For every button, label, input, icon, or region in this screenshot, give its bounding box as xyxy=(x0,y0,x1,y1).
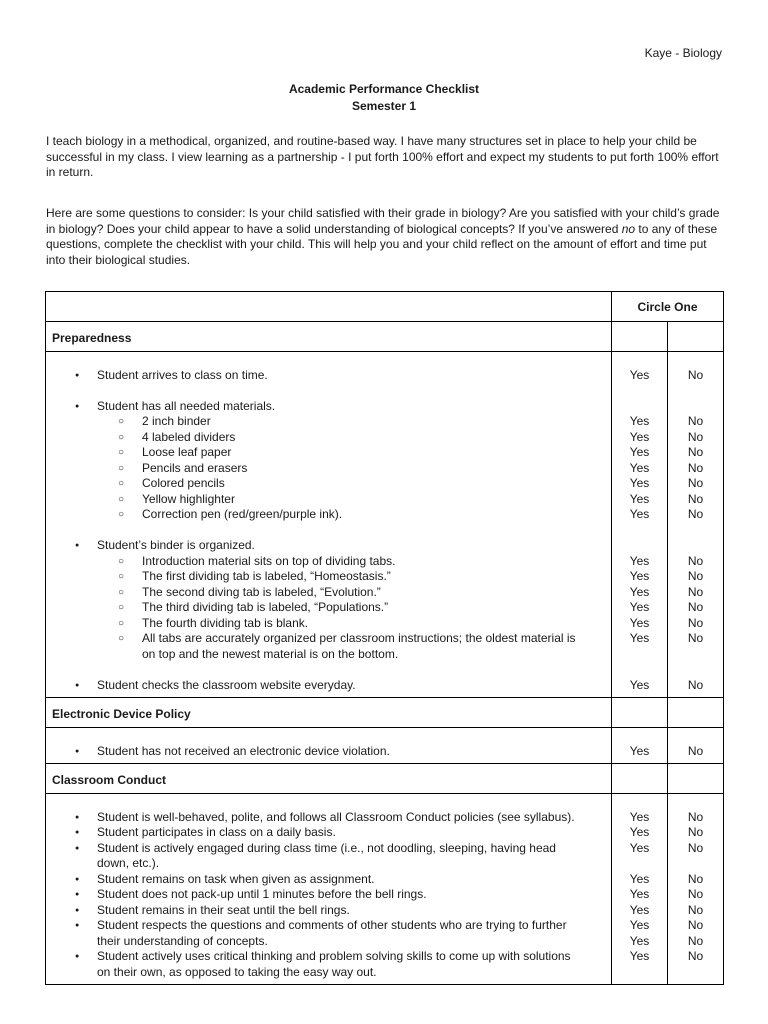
yes-option[interactable]: Yes xyxy=(629,871,650,886)
checklist-item: ● Student is actively engaged during class time (i.e., not doodling, sleeping, having head xyxy=(46,841,611,857)
checklist-subitem: ○ The third dividing tab is labeled, “Populations.” xyxy=(46,600,611,616)
yes-option[interactable]: Yes xyxy=(629,840,650,855)
section-title-no-cell xyxy=(668,698,724,728)
checklist-item: down, etc.). xyxy=(97,856,160,870)
checklist-subitem: ○ Introduction material sits on top of dividing tabs. xyxy=(46,554,611,570)
yes-option[interactable]: Yes xyxy=(629,600,650,614)
spacer xyxy=(46,352,611,368)
yes-option[interactable]: Yes xyxy=(629,553,650,568)
table-header-blank xyxy=(46,292,612,322)
section-title-preparedness: Preparedness xyxy=(46,322,612,352)
empty-slot xyxy=(668,647,723,663)
items-cell xyxy=(46,728,612,764)
checklist-item: on their own, as opposed to taking the easy way out. xyxy=(97,964,377,979)
checklist-subitem: ○ The second diving tab is labeled, “Evolution.” xyxy=(46,585,611,601)
empty-slot xyxy=(612,647,667,663)
intro-paragraph-2 xyxy=(46,206,726,268)
spacer xyxy=(46,523,611,539)
checklist-item: ● Student has not received an electronic device violation. xyxy=(46,744,611,760)
checklist-subitem: ○ Yellow highlighter xyxy=(46,492,611,508)
yes-option[interactable]: Yes xyxy=(629,367,650,382)
empty-slot xyxy=(612,538,667,554)
section-title-row xyxy=(46,322,724,352)
yes-option[interactable]: Yes xyxy=(629,491,650,506)
yes-option[interactable]: Yes xyxy=(629,414,650,428)
empty-slot xyxy=(668,856,723,872)
no-option[interactable]: No xyxy=(687,414,704,428)
no-option[interactable]: No xyxy=(687,949,704,963)
yes-option[interactable]: Yes xyxy=(629,887,650,901)
section-body-row xyxy=(46,794,724,985)
checklist-item: ● Student is well-behaved, polite, and follows all Classroom Conduct policies (see syllabus). xyxy=(46,810,611,826)
items-cell xyxy=(46,352,612,698)
checklist-item: ● Student remains in their seat until the bell rings. xyxy=(46,903,611,919)
yes-option[interactable]: Yes xyxy=(629,949,650,963)
section-title-row xyxy=(46,764,724,794)
spacer xyxy=(668,383,723,399)
spacer xyxy=(612,523,667,539)
yes-option[interactable]: Yes xyxy=(629,825,650,839)
no-option[interactable]: No xyxy=(687,600,704,614)
no-option[interactable]: No xyxy=(687,918,704,932)
header-author: Kaye - Biology xyxy=(644,46,722,60)
yes-option[interactable]: Yes xyxy=(629,677,650,692)
intro-p2-emphasis: no xyxy=(621,221,636,236)
checklist-subitem: ○ The fourth dividing tab is blank. xyxy=(46,616,611,632)
yes-option[interactable]: Yes xyxy=(629,743,650,758)
no-option[interactable]: No xyxy=(687,825,704,839)
yes-option[interactable]: Yes xyxy=(629,569,650,583)
spacer xyxy=(668,728,723,744)
checklist-subitem: on top and the newest material is on the bottom. xyxy=(142,646,399,661)
yes-cell xyxy=(612,352,668,698)
spacer xyxy=(46,728,611,744)
spacer xyxy=(668,794,723,810)
no-option[interactable]: No xyxy=(687,460,704,475)
spacer xyxy=(46,794,611,810)
section-title-yes-cell xyxy=(612,322,668,352)
empty-slot xyxy=(668,538,723,554)
yes-option[interactable]: Yes xyxy=(629,429,650,444)
checklist-subitem: ○ Correction pen (red/green/purple ink). xyxy=(46,507,611,523)
checklist-item: ● Student has all needed materials. xyxy=(46,399,611,415)
table-header-row xyxy=(46,292,724,322)
spacer xyxy=(668,662,723,678)
section-title-row xyxy=(46,698,724,728)
checklist-table xyxy=(45,291,724,985)
checklist-item: ● Student respects the questions and comments of other students who are trying to further xyxy=(46,918,611,934)
spacer xyxy=(612,728,667,744)
checklist-item: ● Student checks the classroom website everyday. xyxy=(46,678,611,694)
section-title-yes-cell xyxy=(612,698,668,728)
empty-slot xyxy=(612,965,667,981)
checklist-item: ● Student actively uses critical thinking and problem solving skills to come up with solutions xyxy=(46,949,611,965)
section-title-no-cell xyxy=(668,322,724,352)
no-cell xyxy=(668,728,724,764)
checklist-subitem: ○ Loose leaf paper xyxy=(46,445,611,461)
yes-cell xyxy=(612,728,668,764)
doc-title: Academic Performance Checklist xyxy=(288,82,480,96)
checklist-item: ● Student’s binder is organized. xyxy=(46,538,611,554)
no-option[interactable]: No xyxy=(687,809,704,824)
no-option[interactable]: No xyxy=(687,553,704,568)
intro-paragraph-1: I teach biology in a methodical, organized, and routine-based way. I have many structures set in place to help your child be successful in my class. I view learning as a partnership - I put forth 100% effort and expect my students to put forth 100% effort in return. xyxy=(46,134,719,180)
no-option[interactable]: No xyxy=(687,584,704,599)
no-option[interactable]: No xyxy=(687,840,704,855)
yes-option[interactable]: Yes xyxy=(629,918,650,932)
no-option[interactable]: No xyxy=(687,743,704,758)
empty-slot xyxy=(668,965,723,981)
checklist-subitem: ○ Colored pencils xyxy=(46,476,611,492)
intro-p2-text: Here are some questions to consider: Is your child satisfied with their grade in biology? Are you satisfied with your child’s grade in biology? Does your child appear to have a solid understanding of biological concepts? If you’ve answered xyxy=(46,206,720,236)
intro-p2-text-end: to any of these questions, complete the checklist with your child. This will help you and your child reflect on the amount of effort and time put into their biological studies. xyxy=(46,221,718,267)
yes-option[interactable]: Yes xyxy=(629,445,650,459)
no-option[interactable]: No xyxy=(687,631,704,645)
empty-slot xyxy=(612,856,667,872)
yes-option[interactable]: Yes xyxy=(629,460,650,475)
spacer xyxy=(612,794,667,810)
no-option[interactable]: No xyxy=(687,902,704,917)
no-option[interactable]: No xyxy=(687,871,704,886)
no-option[interactable]: No xyxy=(687,476,704,490)
empty-slot xyxy=(612,399,667,415)
no-option[interactable]: No xyxy=(687,569,704,583)
checklist-item: ● Student does not pack-up until 1 minutes before the bell rings. xyxy=(46,887,611,903)
checklist-subitem: ○ 4 labeled dividers xyxy=(46,430,611,446)
checklist-subitem: ○ All tabs are accurately organized per classroom instructions; the oldest material is xyxy=(46,631,611,647)
no-option[interactable]: No xyxy=(687,429,704,444)
yes-cell xyxy=(612,794,668,985)
circle-one-header: Circle One xyxy=(612,292,724,322)
section-title-electronic-device-policy: Electronic Device Policy xyxy=(46,698,612,728)
spacer xyxy=(46,662,611,678)
spacer xyxy=(612,352,667,368)
yes-option[interactable]: Yes xyxy=(629,476,650,490)
no-option[interactable]: No xyxy=(687,507,704,521)
yes-option[interactable]: Yes xyxy=(629,902,650,917)
no-option[interactable]: No xyxy=(687,887,704,901)
yes-option[interactable]: Yes xyxy=(629,933,650,948)
spacer xyxy=(668,352,723,368)
spacer xyxy=(612,383,667,399)
checklist-subitem: ○ The first dividing tab is labeled, “Homeostasis.” xyxy=(46,569,611,585)
yes-option[interactable]: Yes xyxy=(629,584,650,599)
no-cell xyxy=(668,794,724,985)
no-option[interactable]: No xyxy=(687,445,704,459)
items-cell xyxy=(46,794,612,985)
no-option[interactable]: No xyxy=(687,677,704,692)
no-option[interactable]: No xyxy=(687,933,704,948)
section-body-row xyxy=(46,728,724,764)
section-body-row xyxy=(46,352,724,698)
spacer xyxy=(46,383,611,399)
yes-option[interactable]: Yes xyxy=(629,631,650,645)
section-title-no-cell xyxy=(668,764,724,794)
section-title-yes-cell xyxy=(612,764,668,794)
checklist-item: ● Student remains on task when given as assignment. xyxy=(46,872,611,888)
no-option[interactable]: No xyxy=(687,367,704,382)
checklist-item: ● Student arrives to class on time. xyxy=(46,368,611,384)
checklist-item: their understanding of concepts. xyxy=(97,933,268,948)
yes-option[interactable]: Yes xyxy=(629,615,650,630)
no-option[interactable]: No xyxy=(687,615,704,630)
yes-option[interactable]: Yes xyxy=(629,507,650,521)
empty-slot xyxy=(668,399,723,415)
checklist-subitem: ○ 2 inch binder xyxy=(46,414,611,430)
no-cell xyxy=(668,352,724,698)
doc-subtitle: Semester 1 xyxy=(351,99,417,113)
spacer xyxy=(612,662,667,678)
yes-option[interactable]: Yes xyxy=(629,809,650,824)
checklist-item: ● Student participates in class on a daily basis. xyxy=(46,825,611,841)
no-option[interactable]: No xyxy=(687,491,704,506)
section-title-classroom-conduct: Classroom Conduct xyxy=(46,764,612,794)
spacer xyxy=(668,523,723,539)
checklist-subitem: ○ Pencils and erasers xyxy=(46,461,611,477)
